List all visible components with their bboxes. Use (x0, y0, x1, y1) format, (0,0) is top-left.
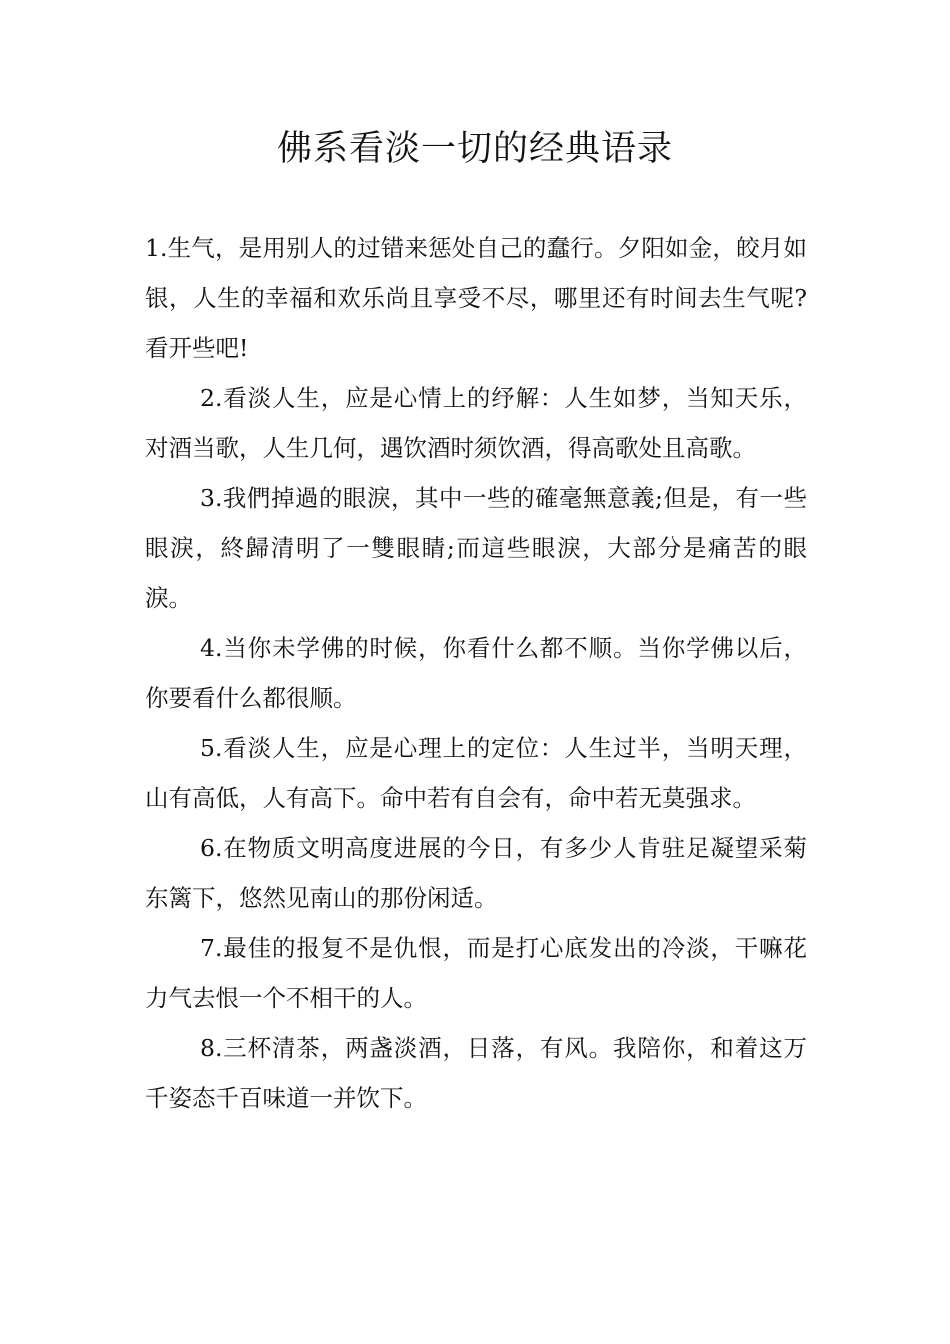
paragraph-3: 3.我們掉過的眼淚，其中一些的確毫無意義;但是，有一些眼淚，終歸清明了一雙眼睛;而這些眼淚，大部分是痛苦的眼淚。 (145, 484, 807, 612)
paragraph-4: 4.当你未学佛的时候，你看什么都不顺。当你学佛以后，你要看什么都很顺。 (145, 634, 807, 712)
page-title: 佛系看淡一切的经典语录 (276, 129, 673, 169)
paragraph-7: 7.最佳的报复不是仇恨，而是打心底发出的冷淡，干嘛花力气去恨一个不相干的人。 (145, 934, 807, 1012)
paragraph-8: 8.三杯清茶，两盏淡酒，日落，有风。我陪你，和着这万千姿态千百味道一并饮下。 (145, 1034, 807, 1112)
document-body (145, 223, 807, 1123)
paragraph-6: 6.在物质文明高度进展的今日，有多少人肯驻足凝望采菊东篱下，悠然见南山的那份闲适。 (145, 834, 807, 912)
paragraph-2: 2.看淡人生，应是心情上的纾解：人生如梦，当知天乐，对酒当歌，人生几何，遇饮酒时须饮酒，得高歌处且高歌。 (145, 384, 807, 462)
paragraph-1: 1.生气，是用别人的过错来惩处自己的蠢行。夕阳如金，皎月如银，人生的幸福和欢乐尚且享受不尽，哪里还有时间去生气呢?看开些吧! (145, 234, 807, 362)
paragraph-5: 5.看淡人生，应是心理上的定位：人生过半，当明天理，山有高低，人有高下。命中若有自会有，命中若无莫强求。 (145, 734, 807, 812)
